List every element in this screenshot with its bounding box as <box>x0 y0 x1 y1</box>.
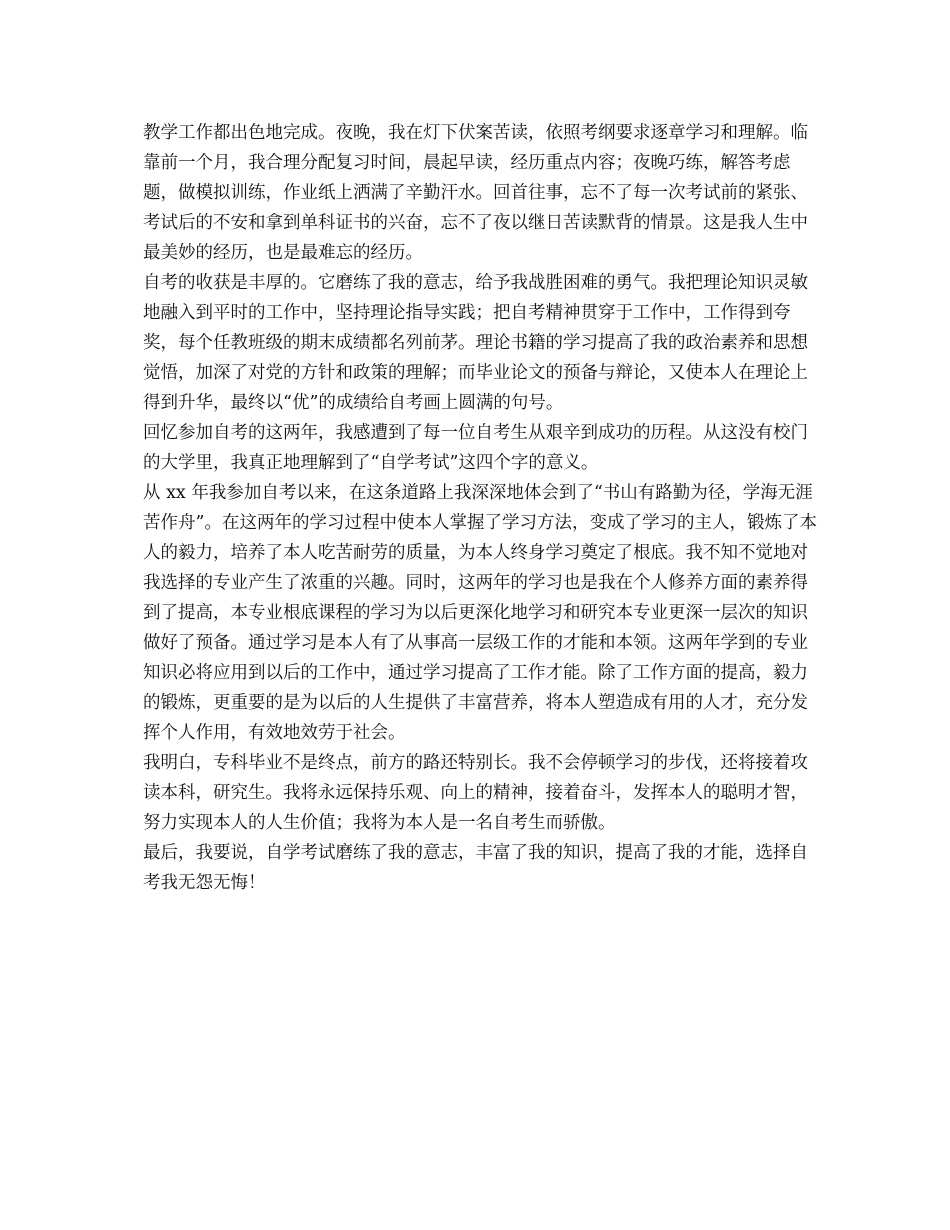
paragraph-conclusion: 最后，我要说，自学考试磨练了我的意志，丰富了我的知识，提高了我的才能，选择自考我无怨无悔！ <box>143 843 808 893</box>
paragraph-reflection: 回忆参加自考的这两年，我感遭到了每一位自考生从艰辛到成功的历程。从这没有校门的大学里，我真正地理解到了“自学考试”这四个字的意义。 <box>143 423 808 473</box>
document-body <box>143 118 823 898</box>
paragraph-study-routine: 教学工作都出色地完成。夜晚，我在灯下伏案苦读，依照考纲要求逐章学习和理解。临靠前一个月，我合理分配复习时间，晨起早读，经历重点内容；夜晚巧练，解答考虑题，做模拟训练，作业纸上洒满了辛勤汗水。回首往事，忘不了每一次考试前的紧张、考试后的不安和拿到单科证书的兴奋，忘不了夜以继日苦读默背的情景。这是我人生中最美妙的经历，也是最难忘的经历。 <box>143 123 808 263</box>
paragraph-future: 我明白，专科毕业不是终点，前方的路还特别长。我不会停顿学习的步伐，还将接着攻读本科，研究生。我将永远保持乐观、向上的精神，接着奋斗，发挥本人的聪明才智，努力实现本人的人生价值；我将为本人是一名自考生而骄傲。 <box>143 753 808 833</box>
paragraph-harvest: 自考的收获是丰厚的。它磨练了我的意志，给予我战胜困难的勇气。我把理论知识灵敏地融入到平时的工作中，坚持理论指导实践；把自考精神贯穿于工作中，工作得到夸奖，每个任教班级的期末成绩都名列前茅。理论书籍的学习提高了我的政治素养和思想觉悟，加深了对党的方针和政策的理解；而毕业论文的预备与辩论，又使本人在理论上得到升华，最终以“优”的成绩给自考画上圆满的句号。 <box>143 273 808 413</box>
paragraph-experience: 从 xx 年我参加自考以来，在这条道路上我深深地体会到了“书山有路勤为径，学海无涯苦作舟”。在这两年的学习过程中使本人掌握了学习方法，变成了学习的主人，锻炼了本人的毅力，培养了本人吃苦耐劳的质量，为本人终身学习奠定了根底。我不知不觉地对我选择的专业产生了浓重的兴趣。同时，这两年的学习也是我在个人修养方面的素养得到了提高，本专业根底课程的学习为以后更深化地学习和研究本专业更深一层次的知识做好了预备。通过学习是本人有了从事高一层级工作的才能和本领。这两年学到的专业知识必将应用到以后的工作中，通过学习提高了工作才能。除了工作方面的提高，毅力的锻炼，更重要的是为以后的人生提供了丰富营养，将本人塑造成有用的人才，充分发挥个人作用，有效地效劳于社会。 <box>143 483 817 743</box>
